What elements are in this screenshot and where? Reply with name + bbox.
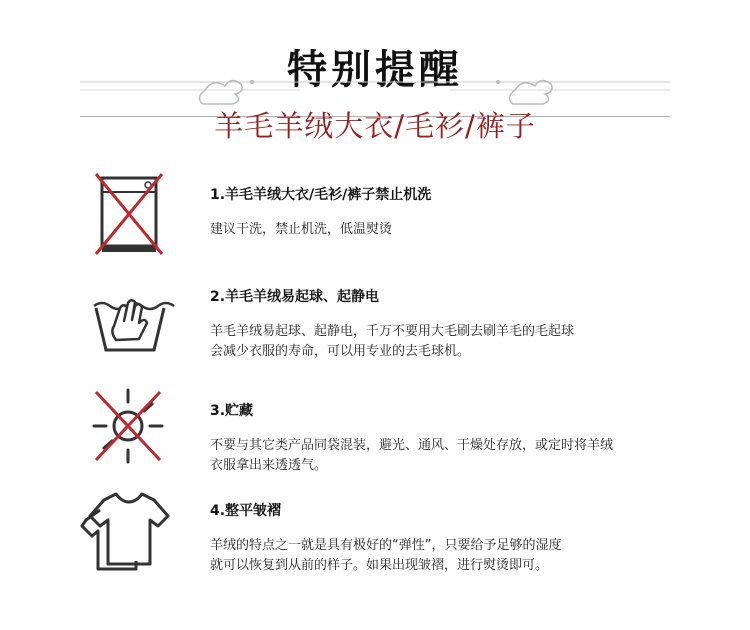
list-item bbox=[0, 384, 750, 474]
item-heading: 1.羊毛羊绒大衣/毛衫/裤子禁止机洗 bbox=[210, 187, 432, 203]
item-line: 建议干洗，禁止机洗，低温熨烫 bbox=[210, 222, 393, 237]
item-body bbox=[210, 220, 710, 240]
item-heading: 2.羊毛羊绒易起球、起静电 bbox=[210, 289, 380, 305]
item-body bbox=[210, 536, 710, 576]
list-item bbox=[0, 172, 750, 262]
item-line: 羊绒的特点之一就是具有极好的“弹性”，只要给予足够的湿度 bbox=[210, 538, 562, 553]
hand-wash-icon bbox=[80, 284, 180, 374]
list-item bbox=[0, 488, 750, 588]
item-body bbox=[210, 436, 710, 476]
item-line: 就可以恢复到从前的样子。如果出现皱褶，进行熨烫即可。 bbox=[210, 558, 549, 573]
item-line: 会减少衣服的寿命，可以用专业的去毛球机。 bbox=[210, 344, 471, 359]
page-title: 特别提醒 bbox=[287, 46, 463, 93]
item-heading: 4.整平皱褶 bbox=[210, 503, 282, 519]
shirts-icon bbox=[80, 488, 180, 578]
page-subtitle: 羊毛羊绒大衣/毛衫/裤子 bbox=[214, 109, 536, 143]
item-line: 羊毛羊绒易起球、起静电，千万不要用大毛刷去刷羊毛的毛起球 bbox=[210, 324, 575, 339]
item-line: 衣服拿出来透透气。 bbox=[210, 458, 328, 473]
header bbox=[0, 0, 750, 150]
list-item bbox=[0, 284, 750, 374]
item-body bbox=[210, 322, 710, 362]
no-sun-icon bbox=[80, 384, 180, 474]
item-heading: 3.贮藏 bbox=[210, 403, 254, 419]
item-line: 不要与其它类产品同袋混装，避光、通风、干燥处存放，或定时将羊绒 bbox=[210, 438, 614, 453]
no-machine-wash-icon bbox=[80, 172, 180, 262]
